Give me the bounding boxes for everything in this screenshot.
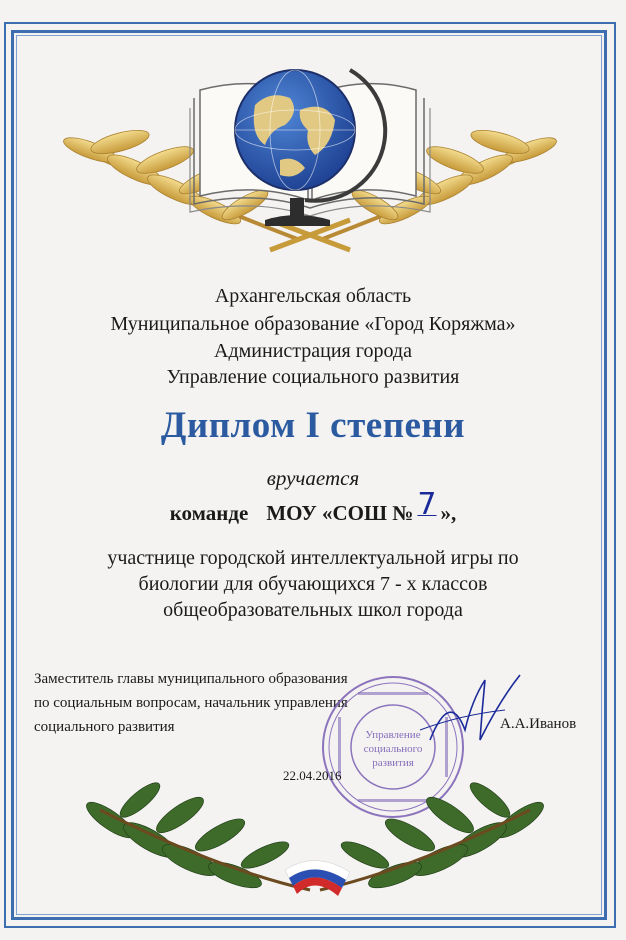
issue-date: 22.04.2016 — [283, 768, 342, 783]
handwritten-signature — [410, 670, 540, 750]
awarded-text: вручается — [266, 466, 360, 490]
team-line — [0, 487, 626, 528]
green-laurel-ribbon-emblem — [70, 780, 560, 910]
region-line: Архангельская область — [214, 285, 412, 307]
stamp-text-2: социального — [363, 743, 423, 755]
signer-position-line-1: Заместитель главы муниципального образования — [34, 671, 348, 687]
stamp-text-1: Управление — [365, 729, 421, 741]
globe-book-laurel-emblem — [50, 50, 570, 260]
school-suffix: », — [440, 501, 457, 525]
signer-position-line-3: социального развития — [34, 719, 175, 735]
description-line-2: биологии для обучающихся 7 - х классов — [138, 573, 488, 595]
school-number-handwritten: 7 — [417, 487, 437, 522]
municipality-line: Муниципальное образование «Город Коряжма» — [110, 313, 516, 335]
department-line: Управление социального развития — [166, 366, 460, 388]
team-prefix: команде — [169, 501, 249, 525]
diploma-title: Диплом I степени — [160, 405, 466, 446]
signer-name: А.А.Иванов — [500, 716, 577, 732]
description-line-1: участнице городской интеллектуальной игры по — [107, 547, 519, 569]
administration-line: Администрация города — [214, 340, 412, 362]
stamp-text-3: развития — [372, 757, 414, 769]
description-line-3: общеобразовательных школ города — [163, 599, 463, 621]
school-prefix: МОУ «СОШ № — [266, 501, 414, 525]
signer-position-line-2: по социальным вопросам, начальник управления — [34, 695, 348, 711]
